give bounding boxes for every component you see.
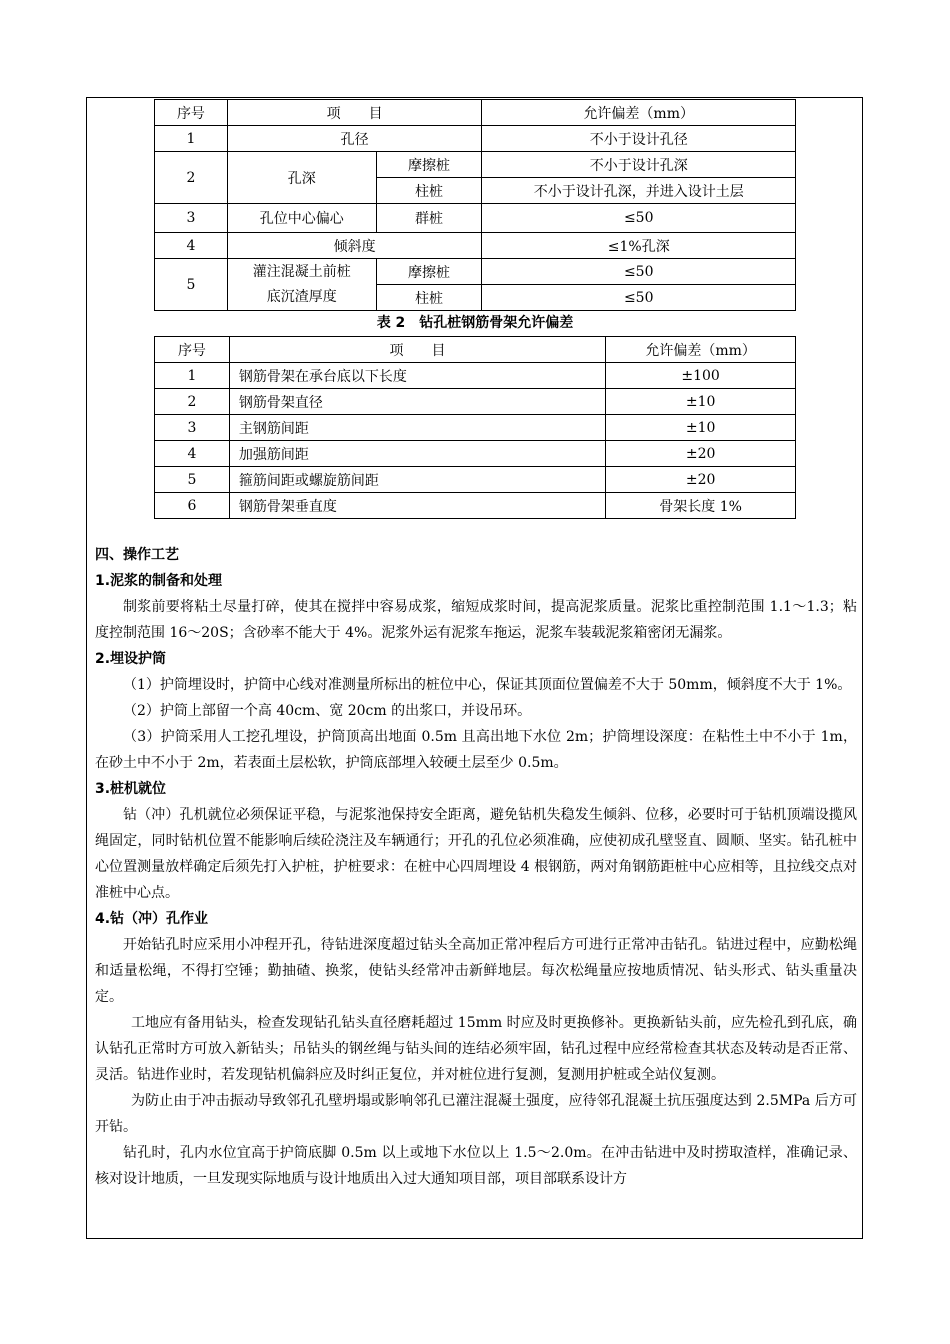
paragraph: 钻（冲）孔机就位必须保证平稳，与泥浆池保持安全距离，避免钻机失稳发生倾斜、位移，必要时可于钻机顶端设揽风绳固定，同时钻机位置不能影响后续砼浇注及车辆通行；开孔的孔位必须准确，应使初成孔壁竖直、圆顺、坚实。钻孔桩中心位置测量放样确定后须先打入护桩，护桩要求：在桩中心四周埋设 4 根钢筋，两对角钢筋距桩中心应相等，且拉线交点对准桩中心点。	[95, 807, 857, 901]
table-row	[155, 441, 796, 467]
paragraph: 开始钻孔时应采用小冲程开孔，待钻进深度超过钻头全高加正常冲程后方可进行正常冲击钻孔。钻进过程中，应勤松绳和适量松绳，不得打空锤；勤抽碴、换浆，使钻头经常冲击新鲜地层。每次松绳量应按地质情况、钻头形式、钻头重量决定。	[95, 937, 857, 1005]
section-title: 四、操作工艺	[95, 547, 179, 563]
cell-item: 钢筋骨架在承台底以下长度	[229, 363, 605, 389]
cell-tolerance: ≤50	[482, 285, 796, 311]
table-header-row	[155, 337, 796, 363]
table-row	[155, 126, 796, 152]
cell-item-line1: 灌注混凝土前桩	[252, 263, 351, 280]
paragraph: 为防止由于冲击振动导致邻孔孔壁坍塌或影响邻孔已灌注混凝土强度，应待邻孔混凝土抗压强度达到 2.5MPa 后方可开钻。	[95, 1093, 857, 1135]
cell-no: 3	[155, 415, 230, 441]
paragraph: （2）护筒上部留一个高 40cm、宽 20cm 的出浆口，并设吊环。	[123, 703, 532, 719]
cell-sub: 柱桩	[376, 178, 482, 204]
cell-no: 5	[155, 467, 230, 493]
cell-no: 2	[155, 389, 230, 415]
header-no: 序号	[155, 337, 230, 363]
cell-item: 孔深	[227, 152, 376, 204]
cell-tolerance: ≤50	[482, 259, 796, 285]
cage-tolerance-table	[154, 336, 796, 519]
subsection-title: 2.埋设护筒	[95, 651, 167, 667]
cell-no: 4	[155, 233, 228, 259]
table2-caption: 表 2 钻孔桩钢筋骨架允许偏差	[376, 315, 574, 331]
cell-item: 倾斜度	[227, 233, 482, 259]
cell-tolerance: ±10	[606, 415, 796, 441]
paragraph: 钻孔时，孔内水位宜高于护筒底脚 0.5m 以上或地下水位以上 1.5～2.0m。在冲击钻进中及时捞取渣样，准确记录、核对设计地质，一旦发现实际地质与设计地质出入过大通知项目部，项目部联系设计方	[95, 1145, 857, 1187]
table-row	[155, 415, 796, 441]
operation-process-section	[95, 542, 857, 1192]
table-row	[155, 389, 796, 415]
cell-no: 1	[155, 126, 228, 152]
header-tolerance: 允许偏差（mm）	[482, 100, 796, 126]
cell-tolerance: ±100	[606, 363, 796, 389]
cell-tolerance: ±20	[606, 441, 796, 467]
hole-tolerance-table	[154, 99, 796, 311]
cell-tolerance: ±20	[606, 467, 796, 493]
paragraph: （3）护筒采用人工挖孔埋设，护筒顶高出地面 0.5m 且高出地下水位 2m；护筒埋设深度：在粘性土中不小于 1m，在砂土中不小于 2m，若表面土层松软，护筒底部埋入较硬土层至少 0.5m。	[95, 729, 857, 771]
subsection-title: 3.桩机就位	[95, 781, 167, 797]
cell-tolerance: ±10	[606, 389, 796, 415]
table-header-row	[155, 100, 796, 126]
cell-item: 孔位中心偏心	[227, 204, 376, 233]
cell-tolerance: 不小于设计孔深，并进入设计土层	[482, 178, 796, 204]
cell-no: 4	[155, 441, 230, 467]
paragraph: （1）护筒埋设时，护筒中心线对准测量所标出的桩位中心，保证其顶面位置偏差不大于 50mm，倾斜度不大于 1%。	[123, 677, 852, 693]
header-tolerance: 允许偏差（mm）	[606, 337, 796, 363]
cell-no: 1	[155, 363, 230, 389]
cell-item: 钢筋骨架垂直度	[229, 493, 605, 519]
table-row	[155, 204, 796, 233]
cell-sub: 群桩	[376, 204, 482, 233]
table-row	[155, 233, 796, 259]
cell-tolerance: 不小于设计孔深	[482, 152, 796, 178]
table-row	[155, 259, 796, 285]
cell-item: 加强筋间距	[229, 441, 605, 467]
cell-tolerance: ≤1%孔深	[482, 233, 796, 259]
cell-no: 6	[155, 493, 230, 519]
cell-no: 2	[155, 152, 228, 204]
table-row	[155, 493, 796, 519]
cell-item-line2: 底沉渣厚度	[266, 288, 337, 305]
cell-sub: 摩擦桩	[376, 259, 482, 285]
header-item: 项 目	[229, 337, 605, 363]
paragraph: 制浆前要将粘土尽量打碎，使其在搅拌中容易成浆，缩短成浆时间，提高泥浆质量。泥浆比重控制范围 1.1～1.3；粘度控制范围 16～20S；含砂率不能大于 4%。泥浆外运有泥浆车拖运，泥浆车装载泥浆箱密闭无漏浆。	[95, 599, 857, 641]
header-item: 项 目	[227, 100, 482, 126]
cell-sub: 柱桩	[376, 285, 482, 311]
cell-tolerance: 不小于设计孔径	[482, 126, 796, 152]
header-no: 序号	[155, 100, 228, 126]
subsection-title: 1.泥浆的制备和处理	[95, 573, 223, 589]
cell-item: 箍筋间距或螺旋筋间距	[229, 467, 605, 493]
cell-item: 主钢筋间距	[229, 415, 605, 441]
cell-tolerance: 骨架长度 1%	[606, 493, 796, 519]
cell-no: 3	[155, 204, 228, 233]
cell-sub: 摩擦桩	[376, 152, 482, 178]
subsection-title: 4.钻（冲）孔作业	[95, 911, 209, 927]
cell-item	[227, 259, 376, 311]
cell-item: 钢筋骨架直径	[229, 389, 605, 415]
cell-tolerance: ≤50	[482, 204, 796, 233]
table-row	[155, 152, 796, 178]
table-row	[155, 363, 796, 389]
cell-no: 5	[155, 259, 228, 311]
paragraph: 工地应有备用钻头，检查发现钻孔钻头直径磨耗超过 15mm 时应及时更换修补。更换新钻头前，应先检孔到孔底，确认钻孔正常时方可放入新钻头；吊钻头的钢丝绳与钻头间的连结必须牢固，钻孔过程中应经常检查其状态及转动是否正常、灵活。钻进作业时，若发现钻机偏斜应及时纠正复位，并对桩位进行复测，复测用护桩或全站仪复测。	[95, 1015, 857, 1083]
cell-item: 孔径	[227, 126, 482, 152]
table-row	[155, 467, 796, 493]
